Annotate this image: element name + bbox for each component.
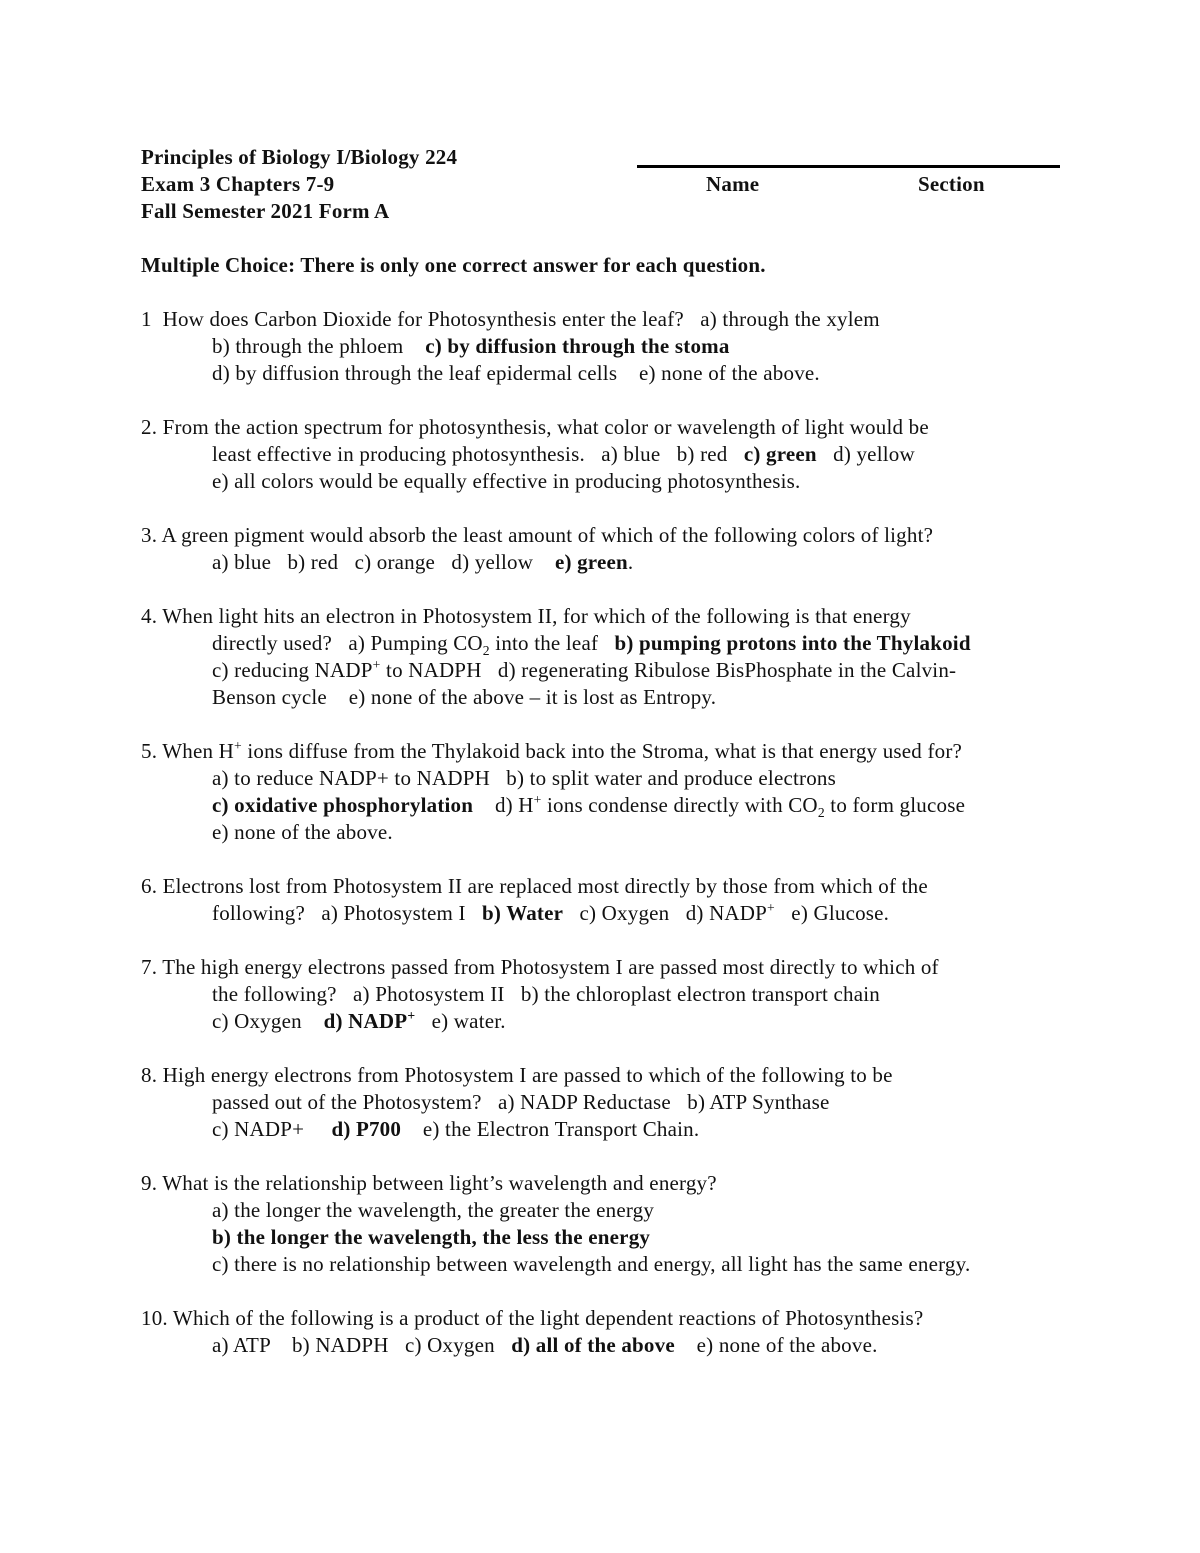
- question-text: into the leaf: [489, 631, 615, 655]
- question-text: c) reducing NADP: [212, 658, 373, 682]
- question-stem: [141, 522, 1141, 549]
- correct-answer-text: b) pumping protons into the Thylakoid: [614, 631, 971, 655]
- question-text: 7. The high energy electrons passed from Photosystem I are passed most directly to which of: [141, 955, 939, 979]
- question-text: 2: [817, 805, 825, 821]
- question-text: e) none of the above.: [674, 1333, 878, 1357]
- answer-options-line: [141, 1008, 1141, 1035]
- correct-answer-text: b) Water: [482, 901, 564, 925]
- question-text: a) to reduce NADP+ to NADPH b) to split water and produce electrons: [212, 766, 836, 790]
- answer-options-line: [141, 1224, 1141, 1251]
- question-text: d) by diffusion through the leaf epidermal cells e) none of the above.: [212, 361, 820, 385]
- question-stem: [141, 1062, 1141, 1089]
- question-text: 6. Electrons lost from Photosystem II are replaced most directly by those from which of the: [141, 874, 928, 898]
- answer-options-line: [141, 333, 1141, 360]
- name-label: Name: [706, 172, 760, 196]
- answer-options-line: [141, 630, 1141, 657]
- question-text: the following? a) Photosystem II b) the chloroplast electron transport chain: [212, 982, 880, 1006]
- correct-answer-text: b) the longer the wavelength, the less the energy: [212, 1225, 651, 1249]
- question-stem: [141, 954, 1141, 981]
- question-text: c) there is no relationship between wavelength and energy, all light has the same energy.: [212, 1252, 971, 1276]
- question-5: [141, 738, 1141, 846]
- question-3: [141, 522, 1141, 576]
- exam-term: Fall Semester 2021 Form A: [141, 199, 390, 223]
- question-text: a) ATP b) NADPH c) Oxygen: [212, 1333, 512, 1357]
- question-text: 5. When H: [141, 739, 234, 763]
- question-text: 8. High energy electrons from Photosystem I are passed to which of the following to be: [141, 1063, 893, 1087]
- question-text: 2. From the action spectrum for photosynthesis, what color or wavelength of light would be: [141, 415, 929, 439]
- question-text: passed out of the Photosystem? a) NADP Reductase b) ATP Synthase: [212, 1090, 830, 1114]
- question-4: [141, 603, 1141, 711]
- question-text: e) none of the above.: [212, 820, 393, 844]
- question-text: d) yellow: [816, 442, 915, 466]
- question-text: e) water.: [415, 1009, 506, 1033]
- question-stem: [141, 603, 1141, 630]
- answer-options-line: [141, 441, 1141, 468]
- answer-options-line: [141, 792, 1141, 819]
- answer-options-line: [141, 468, 1141, 495]
- answer-options-line: [141, 549, 1141, 576]
- correct-answer-text: d) all of the above: [511, 1333, 675, 1357]
- question-text: e) the Electron Transport Chain.: [401, 1117, 700, 1141]
- answer-options-line: [141, 819, 1141, 846]
- question-text: 10. Which of the following is a product of the light dependent reactions of Photosynthesis?: [141, 1306, 924, 1330]
- question-stem: [141, 306, 1141, 333]
- correct-answer-text: +: [407, 1008, 416, 1023]
- question-1: [141, 306, 1141, 387]
- answer-options-line: [141, 1089, 1141, 1116]
- question-text: a) blue b) red c) orange d) yellow: [212, 550, 555, 574]
- question-text: +: [233, 738, 242, 753]
- answer-options-line: [141, 360, 1141, 387]
- question-stem: [141, 738, 1141, 765]
- question-text: 1 How does Carbon Dioxide for Photosynthesis enter the leaf? a) through the xylem: [141, 307, 880, 331]
- answer-options-line: [141, 1116, 1141, 1143]
- question-10: [141, 1305, 1141, 1359]
- question-stem: [141, 873, 1141, 900]
- exam-title: Exam 3 Chapters 7-9: [141, 172, 335, 196]
- question-text: Benson cycle e) none of the above – it is lost as Entropy.: [212, 685, 717, 709]
- question-text: directly used? a) Pumping CO: [212, 631, 483, 655]
- question-text: c) Oxygen: [212, 1009, 324, 1033]
- section-label: Section: [918, 172, 985, 196]
- question-2: [141, 414, 1141, 495]
- question-text: b) through the phloem: [212, 334, 426, 358]
- answer-options-line: [141, 1332, 1141, 1359]
- correct-answer-text: c) green: [743, 442, 817, 466]
- question-text: c) Oxygen d) NADP: [563, 901, 768, 925]
- answer-options-line: [141, 684, 1141, 711]
- question-text: following? a) Photosystem I: [212, 901, 483, 925]
- correct-answer-text: c) by diffusion through the stoma: [425, 334, 730, 358]
- instructions: Multiple Choice: There is only one correct answer for each question.: [141, 253, 766, 277]
- question-text: 9. What is the relationship between light’s wavelength and energy?: [141, 1171, 717, 1195]
- question-text: ions diffuse from the Thylakoid back into the Stroma, what is that energy used for?: [241, 739, 963, 763]
- answer-options-line: [141, 900, 1141, 927]
- question-text: e) Glucose.: [774, 901, 890, 925]
- answer-options-line: [141, 1251, 1141, 1278]
- question-text: .: [627, 550, 634, 574]
- question-text: +: [372, 657, 381, 672]
- question-text: 2: [482, 643, 490, 659]
- question-8: [141, 1062, 1141, 1143]
- name-section-blank-line: [637, 165, 1060, 168]
- question-text: e) all colors would be equally effective in producing photosynthesis.: [212, 469, 801, 493]
- question-text: c) NADP+: [212, 1117, 332, 1141]
- course-title: Principles of Biology I/Biology 224: [141, 145, 458, 169]
- question-6: [141, 873, 1141, 927]
- question-text: a) the longer the wavelength, the greater the energy: [212, 1198, 655, 1222]
- answer-options-line: [141, 981, 1141, 1008]
- correct-answer-text: d) NADP: [323, 1009, 408, 1033]
- question-text: +: [767, 900, 775, 915]
- question-list: [141, 306, 1141, 1386]
- question-text: ions condense directly with CO: [541, 793, 818, 817]
- answer-options-line: [141, 657, 1141, 684]
- question-stem: [141, 414, 1141, 441]
- question-text: 4. When light hits an electron in Photosystem II, for which of the following is that energy: [141, 604, 911, 628]
- answer-options-line: [141, 1197, 1141, 1224]
- question-text: to NADPH d) regenerating Ribulose BisPhosphate in the Calvin-: [380, 658, 957, 682]
- answer-options-line: [141, 765, 1141, 792]
- question-text: 3. A green pigment would absorb the least amount of which of the following colors of light?: [141, 523, 934, 547]
- correct-answer-text: d) P700: [331, 1117, 402, 1141]
- question-text: to form glucose: [824, 793, 966, 817]
- question-stem: [141, 1170, 1141, 1197]
- question-text: least effective in producing photosynthesis. a) blue b) red: [212, 442, 744, 466]
- correct-answer-text: c) oxidative phosphorylation: [212, 793, 474, 817]
- correct-answer-text: e) green: [554, 550, 628, 574]
- question-text: +: [533, 792, 542, 807]
- question-7: [141, 954, 1141, 1035]
- question-text: d) H: [473, 793, 534, 817]
- question-stem: [141, 1305, 1141, 1332]
- exam-header: [141, 144, 457, 225]
- question-9: [141, 1170, 1141, 1278]
